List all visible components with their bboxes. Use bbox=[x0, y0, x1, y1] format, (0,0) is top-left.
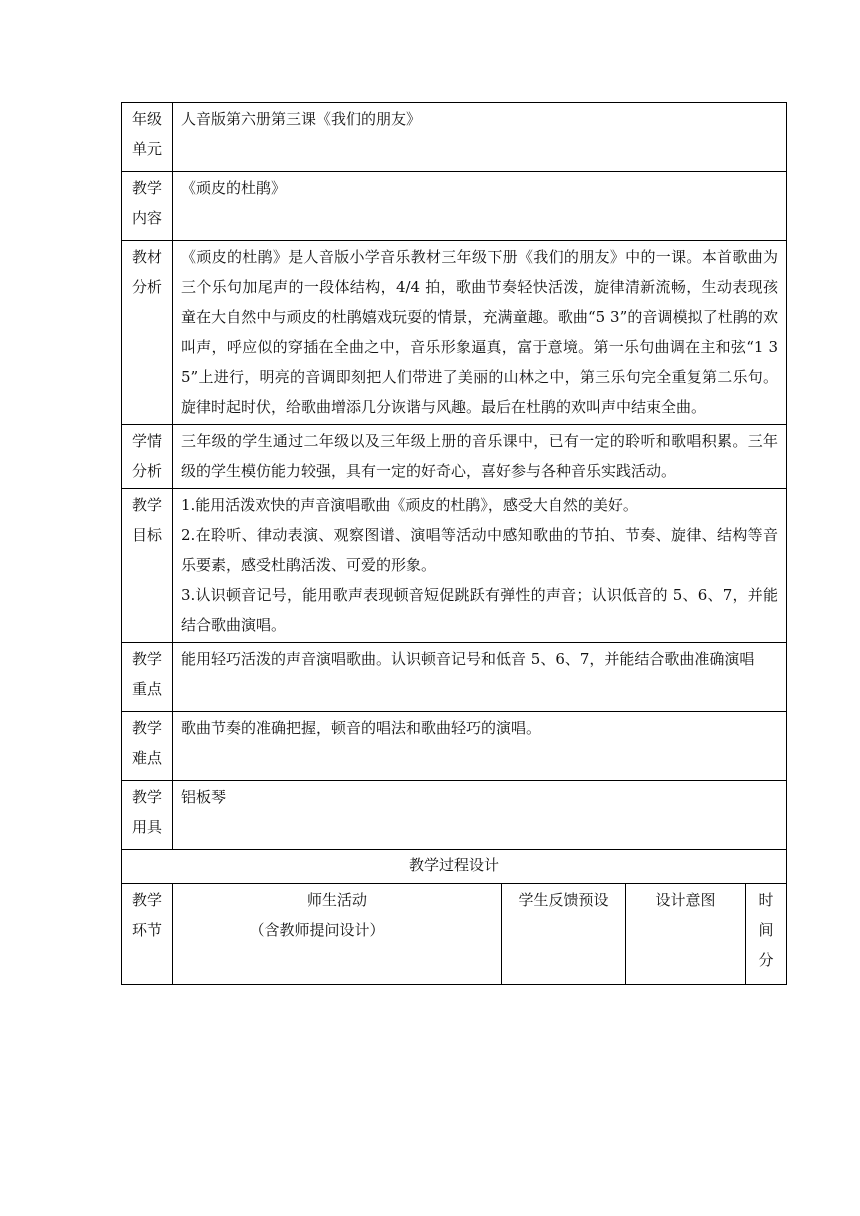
row-teaching-tools bbox=[122, 781, 787, 850]
row-process-title bbox=[122, 850, 787, 884]
header-time: 时 间 分 bbox=[746, 884, 787, 985]
label-difficulties: 教学 难点 bbox=[122, 712, 173, 781]
row-student-analysis bbox=[122, 425, 787, 489]
goal-item: 1.能用活泼欢快的声音演唱歌曲《顽皮的杜鹃》，感受大自然的美好。 bbox=[181, 496, 638, 514]
goal-item: 3.认识顿音记号，能用歌声表现顿音短促跳跃有弹性的声音；认识低音的 5、6、7，并能结合歌曲演唱。 bbox=[181, 586, 779, 634]
label-key-points: 教学 重点 bbox=[122, 643, 173, 712]
row-process-header bbox=[122, 884, 787, 985]
label-material-analysis: 教材 分析 bbox=[122, 241, 173, 425]
content-difficulties: 歌曲节奏的准确把握，顿音的唱法和歌曲轻巧的演唱。 bbox=[173, 712, 787, 781]
content-student-analysis: 三年级的学生通过二年级以及三年级上册的音乐课中，已有一定的聆听和歌唱积累。三年级的学生模仿能力较强，具有一定的好奇心，喜好参与各种音乐实践活动。 bbox=[173, 425, 787, 489]
process-title: 教学过程设计 bbox=[122, 850, 787, 884]
label-grade-unit: 年级 单元 bbox=[122, 103, 173, 172]
content-material-analysis: 《顽皮的杜鹃》是人音版小学音乐教材三年级下册《我们的朋友》中的一课。本首歌曲为三个乐句加尾声的一段体结构，4/4 拍，歌曲节奏轻快活泼，旋律清新流畅，生动表现孩童在大自然中与顽皮的杜鹃嬉戏玩耍的情景，充满童趣。歌曲“5 3”的音调模拟了杜鹃的欢叫声，呼应似的穿插在全曲之中，音乐形象逼真，富于意境。第一乐句曲调在主和弦“1 3 5”上进行，明亮的音调即刻把人们带进了美丽的山林之中，第三乐句完全重复第二乐句。旋律时起时伏，给歌曲增添几分诙谐与风趣。最后在杜鹃的欢叫声中结束全曲。 bbox=[173, 241, 787, 425]
content-teaching-goals bbox=[173, 489, 787, 643]
lesson-plan-table bbox=[121, 102, 787, 985]
content-teaching-tools: 铝板琴 bbox=[173, 781, 787, 850]
label-teaching-content: 教学 内容 bbox=[122, 172, 173, 241]
row-key-points bbox=[122, 643, 787, 712]
row-material-analysis bbox=[122, 241, 787, 425]
label-teaching-goals: 教学 目标 bbox=[122, 489, 173, 643]
row-teaching-content bbox=[122, 172, 787, 241]
header-activity: 师生活动 （含教师提问设计） bbox=[173, 884, 502, 985]
content-key-points: 能用轻巧活泼的声音演唱歌曲。认识顿音记号和低音 5、6、7，并能结合歌曲准确演唱 bbox=[173, 643, 787, 712]
row-teaching-goals bbox=[122, 489, 787, 643]
label-student-analysis: 学情 分析 bbox=[122, 425, 173, 489]
content-grade-unit: 人音版第六册第三课《我们的朋友》 bbox=[173, 103, 787, 172]
header-feedback: 学生反馈预设 bbox=[502, 884, 626, 985]
label-teaching-tools: 教学 用具 bbox=[122, 781, 173, 850]
row-grade-unit bbox=[122, 103, 787, 172]
header-intent: 设计意图 bbox=[626, 884, 746, 985]
header-stage: 教学 环节 bbox=[122, 884, 173, 985]
row-difficulties bbox=[122, 712, 787, 781]
goal-item: 2.在聆听、律动表演、观察图谱、演唱等活动中感知歌曲的节拍、节奏、旋律、结构等音乐要素，感受杜鹃活泼、可爱的形象。 bbox=[181, 526, 779, 574]
content-teaching-content: 《顽皮的杜鹃》 bbox=[173, 172, 787, 241]
